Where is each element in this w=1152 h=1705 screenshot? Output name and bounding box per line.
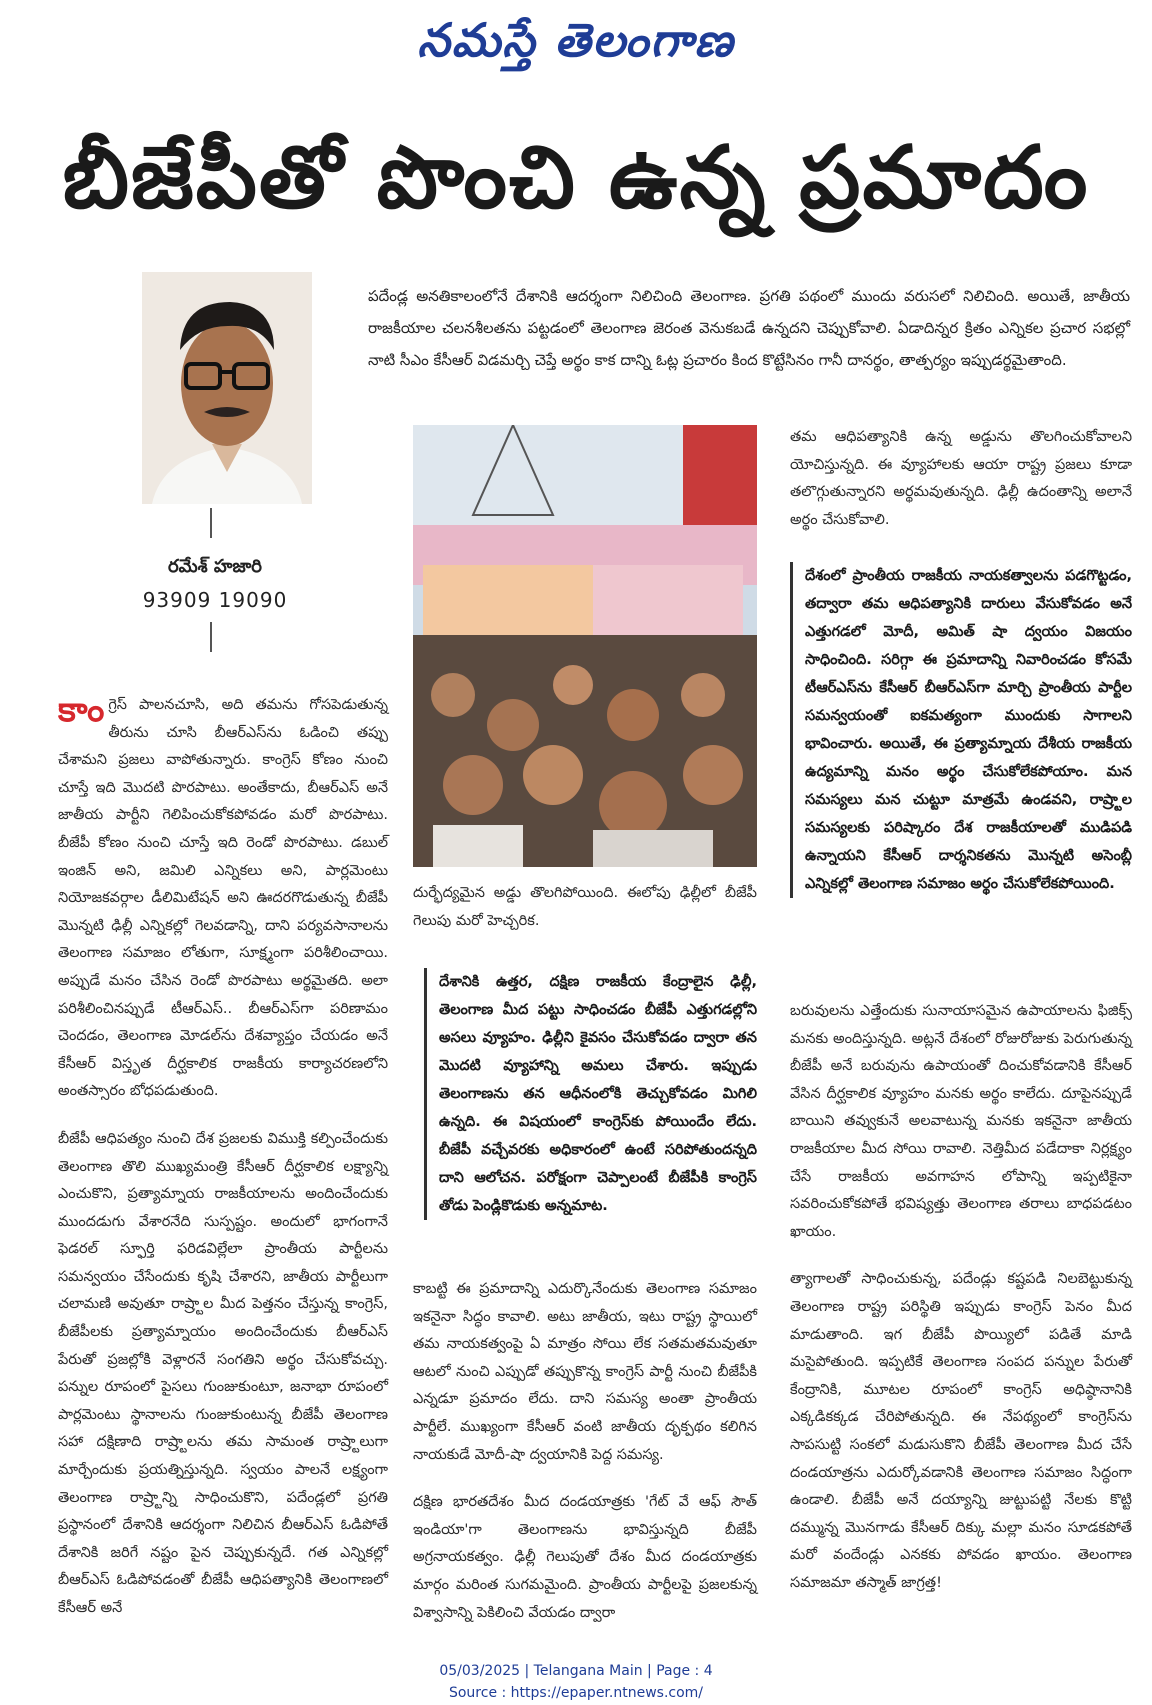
column-1-paragraph-1	[58, 692, 388, 1106]
author-name: రమేశ్ హజారి	[168, 556, 262, 577]
column-2-paragraph-2: కాబట్టి ఈ ప్రమాదాన్ని ఎదుర్కొనేందుకు తెలంగాణ సమాజం ఇకనైనా సిద్ధం కావాలి. అటు జాతీయ, ఇటు రాష్ట్ర స్థాయిలో తమ నాయకత్వంపై ఏ మాత్రం సోయి లేక సతమతమవుతూ ఆటలో నుంచి ఎప్పుడో తప్పుకొన్న కాంగ్రెస్ పార్టీ నుంచి బీజేపీకి ఎన్నడూ ప్రమాదం లేదు. దాని సమస్య అంతా ప్రాంతీయ పార్టీలే. ముఖ్యంగా కేసీఆర్ వంటి జాతీయ దృక్పథం కలిగిన నాయకుడే మోదీ-షా ద్వయానికి పెద్ద సమస్య.	[413, 1281, 757, 1463]
footer-source-line: Source : https://epaper.ntnews.com/	[448, 1685, 704, 1701]
rally-photo	[413, 425, 757, 867]
column-1-paragraph-2: బీజేపీ ఆధిపత్యం నుంచి దేశ ప్రజలకు విముక్తి కల్పించేందుకు తెలంగాణ తొలి ముఖ్యమంత్రి కేసీఆర్ దీర్ఘకాలిక లక్ష్యాన్ని ఎంచుకొని, ప్రత్యామ్నాయ రాజకీయాలను అందించేందుకు ముందడుగు వేశారనేది సుస్పష్టం. అందులో భాగంగానే ఫెడరల్ స్ఫూర్తి ఫరిడవిల్లేలా ప్రాంతీయ పార్టీలను సమన్వయం చేసేందుకు కృషి చేశారని, జాతీయ పార్టీలుగా చలామణి అవుతూ రాష్ర్టాల మీద పెత్తనం చేస్తున్న కాంగ్రెస్, బీజేపీలకు ప్రత్యామ్నాయం అందించేందుకు బీఆర్ఎస్ పేరుతో ప్రజల్లోకి వెళ్లారనే సంగతిని అర్థం చేసుకోవచ్చు. పన్నుల రూపంలో పైసలు గుంజుకుంటూ, జనాభా రూపంలో పార్లమెంటు స్థానాలను గుంజుకుంటున్న బీజేపీ తెలంగాణ సహా దక్షిణాది రాష్ర్టాలను తమ సామంత రాష్ర్టాలుగా మార్చేందుకు ప్రయత్నిస్తున్నది. స్వయం పాలనే లక్ష్యంగా తెలంగాణ రాష్ర్టాన్ని సాధించుకొని, పదేండ్లలో ప్రగతి ప్రస్థానంలో దేశానికి ఆదర్శంగా నిలిచిన బీఆర్ఎస్ ఓడిపోతే దేశానికి జరిగే నష్టం పైన చెప్పుకున్నదే. గత ఎన్నికల్లో బీఆర్ఎస్ ఓడిపోవడంతో బీజేపీ ఆధిపత్యానికి తెలంగాణలో కేసీఆర్ అనే	[58, 1130, 388, 1616]
intro-paragraph: పదేండ్ల అనతికాలంలోనే దేశానికి ఆదర్శంగా నిలిచింది తెలంగాణ. ప్రగతి పథంలో ముందు వరుసలో నిలిచింది. అయితే, జాతీయ రాజకీయాల చలనశీలతను పట్టడంలో తెలంగాణ జెరంత వెనుకబడే ఉన్నదని చెప్పుకోవాలి. ఏడాదిన్నర క్రితం ఎన్నికల ప్రచార సభల్లో నాటి సీఎం కేసీఆర్ విడమర్చి చెప్తే అర్థం కాక దాన్ని ఓట్ల ప్రచారం కింద కొట్టేసినం గానీ దానర్థం, తాత్పర్యం ఇప్పుడర్థమైతాంది.	[368, 287, 1130, 369]
author-photo	[142, 272, 312, 504]
column-3	[790, 424, 1132, 554]
column-2-paragraph-1: దుర్భేద్యమైన అడ్డు తొలగిపోయింది. ఈలోపు ఢిల్లీలో బీజేపీ గెలుపు మరో హెచ్చరిక.	[413, 885, 757, 929]
footer-edition-line: 05/03/2025 | Telangana Main | Page : 4	[439, 1663, 713, 1679]
column-2-pullquote: దేశానికి ఉత్తర, దక్షిణ రాజకీయ కేంద్రాలైన ఢిల్లీ, తెలంగాణ మీద పట్టు సాధించడం బీజేపీ ఎత్తుగడల్లోని అసలు వ్యూహం. ఢిల్లీని కైవసం చేసుకోవడం ద్వారా తన మొదటి వ్యూహాన్ని అమలు చేశారు. ఇప్పుడు తెలంగాణను తన ఆధీనంలోకి తెచ్చుకోవడం మిగిలి ఉన్నది. ఈ విషయంలో కాంగ్రెస్‌కు పోయిందేం లేదు. బీజేపీ వచ్చేవరకు అధికారంలో ఉంటే సరిపోతుందన్నది దాని ఆలోచన. పరోక్షంగా చెప్పాలంటే బీజేపీకి కాంగ్రెస్ తోడు పెండ్లికొడుకు అన్నమాట.	[424, 968, 757, 1220]
rally-crowd-image	[413, 425, 757, 867]
column-3-body	[790, 998, 1132, 1617]
author-rule-top	[210, 508, 212, 538]
headline: బీజేపీతో పొంచి ఉన్న ప్రమాదం	[62, 128, 1090, 228]
column-2-body	[413, 1276, 757, 1647]
author-phone: 93909 19090	[142, 588, 288, 612]
column-1	[58, 692, 388, 1643]
column-3-paragraph-3: త్యాగాలతో సాధించుకున్న, పదేండ్లు కష్టపడి నిలబెట్టుకున్న తెలంగాణ రాష్ట్ర పరిస్థితి ఇప్పుడు కాంగ్రెస్ పెనం మీద మాడుతాంది. ఇగ బీజేపీ పొయ్యిలో పడితే మాడి మసైపోతుంది. ఇప్పటికే తెలంగాణ సంపద పన్నుల పేరుతో కేంద్రానికి, మూటల రూపంలో కాంగ్రెస్ అధిష్ఠానానికి ఎక్కడికక్కడ చేరిపోతున్నది. ఈ నేపథ్యంలో కాంగ్రెస్‌ను సాపసుట్టి సంకలో మడుసుకొని బీజేపీ తెలంగాణ మీద చేసే దండయాత్రను ఎదుర్కోవడానికి తెలంగాణ సమాజం సిద్ధంగా ఉండాలి. బీజేపీ అనే దయ్యాన్ని జుట్టుపట్టి నేలకు కొట్టి దమ్మున్న మొనగాడు కేసీఆర్ దిక్కు మల్లా మనం సూడకపోతే మరో వందేండ్లు ఎనకకు పోవడం ఖాయం. తెలంగాణ సమాజమా తస్మాత్ జాగ్రత్త!	[790, 1271, 1132, 1591]
author-portrait-image	[142, 272, 312, 504]
dropcap: కాం	[58, 690, 105, 730]
author-rule-bottom	[210, 622, 212, 652]
column-2-paragraph-3: దక్షిణ భారతదేశం మీద దండయాత్రకు 'గేట్ వే ఆఫ్ సౌత్ ఇండియా'గా తెలంగాణను భావిస్తున్నది బీజేపీ అగ్రనాయకత్వం. ఢిల్లీ గెలుపుతో దేశం మీద దండయాత్రకు మార్గం మరింత సుగమమైంది. ప్రాంతీయ పార్టీలపై ప్రజలకున్న విశ్వాసాన్ని పెకిలించి వేయడం ద్వారా	[413, 1494, 757, 1621]
column-2	[413, 880, 757, 955]
column-1-paragraph-1-text: గ్రెస్ పాలనచూసి, అది తమను గోసపెడుతున్న తీరును చూసి బీఆర్ఎస్‌ను ఓడించి తప్పు చేశామని ప్రజలు వాపోతున్నారు. కాంగ్రెస్ కోణం నుంచి చూస్తే ఇది మొదటి పొరపాటు. అంతేకాదు, బీఆర్ఎస్ అనే జాతీయ పార్టీని గెలిపించుకోకపోవడం మరో పొరపాటు. బీజేపీ కోణం నుంచి చూస్తే ఇది రెండో పొరపాటు. డబుల్ ఇంజిన్ అని, జమిలి ఎన్నికలు అని, పార్లమెంటు నియోజకవర్గాల డీలిమిటేషన్ అని ఊదరగొడుతున్న బీజేపీ మొన్నటి ఢిల్లీ ఎన్నికల్లో గెలవడాన్ని, దాని పర్యవసానాలను తెలంగాణ సమాజం లోతుగా, సూక్ష్మంగా పరిశీలించాయి. అప్పుడే మనం చేసిన రెండో పొరపాటు అర్థమైతది. అలా పరిశీలించినప్పుడే టీఆర్ఎస్.. బీఆర్ఎస్‌గా పరిణామం చెందడం, తెలంగాణ మోడల్‌ను దేశవ్యాప్తం చేయడం అనే కేసీఆర్ విస్తృత దీర్ఘకాలిక రాజకీయ కార్యాచరణలోని అంతస్సారం బోధపడుతుంది.	[58, 697, 388, 1100]
column-3-paragraph-2: బరువులను ఎత్తేందుకు సునాయాసమైన ఉపాయాలను ఫిజిక్స్ మనకు అందిస్తున్నది. అట్లనే దేశంలో రోజురోజుకు పెరుగుతున్న బీజేపీ అనే బరువును ఉపాయంతో దించుకోవడానికి కేసీఆర్ వేసిన దీర్ఘకాలిక వ్యూహం మనకు అర్థం కాలేదు. దూపైనప్పుడే బాయిని తవ్వుకునే అలవాటున్న మనకు ఇకనైనా జాతీయ రాజకీయాల మీద సోయి రావాలి. నెత్తిమీద పడేదాకా నిర్లక్ష్యం చేసే రాజకీయ అవగాహన లోపాన్ని ఇప్పటికైనా సవరించుకోకపోతే భవిష్యత్తు తెలంగాణ తరాలు బాధపడటం ఖాయం.	[790, 1003, 1132, 1240]
page-footer	[0, 1660, 1152, 1704]
masthead-logo: నమస్తే తెలంగాణ	[417, 13, 735, 67]
column-3-paragraph-1: తమ ఆధిపత్యానికి ఉన్న అడ్డును తొలగించుకోవాలని యోచిస్తున్నది. ఈ వ్యూహాలకు ఆయా రాష్ట్ర ప్రజలు కూడా తలొగ్గుతున్నారని అర్థమవుతున్నది. ఢిల్లీ ఉదంతాన్ని అలానే అర్థం చేసుకోవాలి.	[790, 429, 1132, 528]
column-3-pullquote: దేశంలో ప్రాంతీయ రాజకీయ నాయకత్వాలను పడగొట్టడం, తద్వారా తమ ఆధిపత్యానికి దారులు వేసుకోవడం అనే ఎత్తుగడలో మోదీ, అమిత్ షా ద్వయం విజయం సాధించింది. సరిగ్గా ఈ ప్రమాదాన్ని నివారించడం కోసమే టీఆర్ఎస్‌ను కేసీఆర్ బీఆర్ఎస్‌గా మార్చి ప్రాంతీయ పార్టీల సమన్వయంతో ఐకమత్యంగా ముందుకు సాగాలని భావించారు. అయితే, ఈ ప్రత్యామ్నాయ దేశీయ రాజకీయ ఉద్యమాన్ని మనం అర్థం చేసుకోలేకపోయాం. మన సమస్యలు మన చుట్టూ మాత్రమే ఉండవని, రాష్ర్టాల సమస్యలకు పరిష్కారం దేశ రాజకీయాలతో ముడిపడి ఉన్నాయని కేసీఆర్ దార్శనికతను మొన్నటి అసెంబ్లీ ఎన్నికల్లో తెలంగాణ సమాజం అర్థం చేసుకోలేకపోయింది.	[790, 562, 1132, 898]
masthead	[0, 8, 1152, 72]
